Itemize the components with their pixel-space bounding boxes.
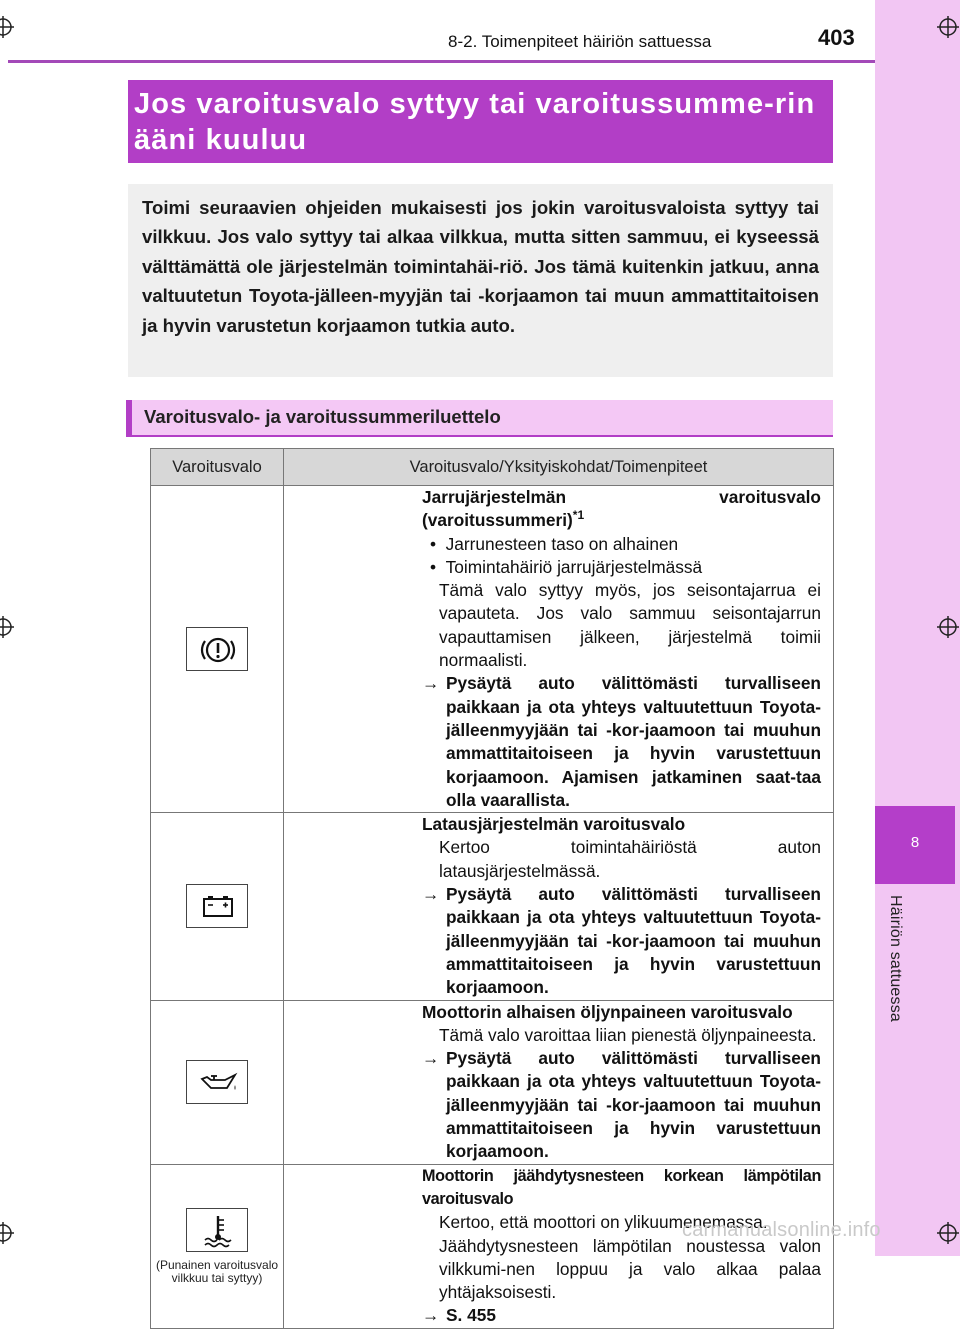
table-header-row (151, 449, 834, 486)
action-text: Pysäytä auto välittömästi turvalliseen paikkaan ja ota yhteys valtuutettuun Toyota-jälleenmyyjään tai -kor-jaamoon tai muuhun ammattitaitoiseen ja hyvin varustettuun korjaamoon. (446, 1048, 821, 1162)
bullet-text: Toimintahäiriö jarrujärjestelmässä (445, 556, 703, 577)
action-text: S. 455 (446, 1305, 496, 1326)
crop-mark-icon (937, 1222, 959, 1244)
action-instruction (422, 1047, 821, 1163)
warning-description: Jäähdytysnesteen lämpötilan noustessa valon vilkkumi-nen loppuu ja valo alkaa palaa yhtäjaksoisesti. (439, 1235, 821, 1303)
table-row (151, 486, 834, 813)
icon-note: (Punainen varoitusvalo vilkkuu tai syttyy) (155, 1258, 279, 1285)
page-title: Jos varoitusvalo syttyy tai varoitussumme-rin ääni kuuluu (134, 88, 816, 156)
description-cell (284, 1164, 834, 1328)
breadcrumb: 8-2. Toimenpiteet häiriön sattuessa (448, 32, 712, 51)
warning-title: Moottorin jäähdytysnesteen korkean lämpötilan varoitusvalo (422, 1166, 821, 1208)
warning-title: Latausjärjestelmän varoitusvalo (422, 814, 686, 835)
warning-description: Tämä valo syttyy myös, jos seisontajarrua ei vapauteta. Jos valo sammuu seisontajarrun vapauttamisen jälkeen, järjestelmä toimii normaalisti. (439, 580, 821, 671)
crop-mark-icon (937, 16, 959, 38)
bullet-text: Jarrunesteen taso on alhainen (445, 533, 679, 554)
action-text: Pysäytä auto välittömästi turvalliseen paikkaan ja ota yhteys valtuutettuun Toyota-jälleenmyyjään tai -kor-jaamoon tai muuhun ammattitaitoiseen ja hyvin varustettuun korjaamoon. Ajamisen jatkaminen saat-taa olla vaarallista. (446, 673, 821, 810)
brake-warning-icon (186, 627, 248, 671)
bullet-item: • Toimintahäiriö jarrujärjestelmässä (430, 556, 703, 577)
chapter-title: Häiriön sattuessa (887, 895, 904, 1023)
page-number: 403 (818, 25, 855, 50)
description-cell (284, 486, 834, 813)
arrow-icon: → (422, 673, 440, 694)
table-row (151, 1164, 834, 1328)
icon-cell (151, 1000, 284, 1164)
action-instruction[interactable] (422, 1304, 821, 1327)
description-cell (284, 813, 834, 1000)
footnote-marker: *1 (572, 508, 585, 523)
crop-mark-icon (0, 1222, 14, 1244)
table-row (151, 1000, 834, 1164)
arrow-icon: → (422, 1305, 440, 1326)
chapter-tab[interactable] (875, 806, 955, 884)
warning-title: Jarrujärjestelmän varoitusvalo (varoitussummeri)$^{*1}$ (422, 487, 821, 531)
title-banner (128, 80, 833, 163)
oil-pressure-icon (186, 1060, 248, 1104)
warning-light-table (150, 448, 834, 1329)
action-text: Pysäytä auto välittömästi turvalliseen paikkaan ja ota yhteys valtuutettuun Toyota-jälleenmyyjään tai -kor-jaamoon tai muuhun ammattitaitoiseen ja hyvin varustettuun korjaamoon. (446, 884, 821, 998)
crop-mark-icon (0, 616, 14, 638)
action-instruction (422, 883, 821, 999)
description-cell (284, 1000, 834, 1164)
watermark: carmanualsonline.info (682, 1219, 881, 1241)
crop-mark-icon (0, 16, 14, 38)
icon-cell (151, 486, 284, 813)
intro-box (128, 184, 833, 377)
table-row (151, 813, 834, 1000)
icon-cell (151, 813, 284, 1000)
warning-description: Tämä valo varoittaa liian pienestä öljynpaineesta. (439, 1024, 817, 1045)
battery-icon (186, 884, 248, 928)
section-heading-text: Varoitusvalo- ja varoitussummeriluettelo (144, 406, 501, 427)
icon-cell (151, 1164, 284, 1328)
header-divider (8, 60, 875, 63)
chapter-number: 8 (910, 834, 920, 851)
bullet-item: • Jarrunesteen taso on alhainen (430, 533, 679, 554)
coolant-temperature-icon (186, 1208, 248, 1252)
table-header-cell: Varoitusvalo/Yksityiskohdat/Toimenpiteet (284, 449, 834, 486)
action-instruction (422, 672, 821, 812)
crop-mark-icon (937, 616, 959, 638)
warning-title: Moottorin alhaisen öljynpaineen varoitusvalo (422, 1001, 793, 1022)
intro-text: Toimi seuraavien ohjeiden mukaisesti jos jokin varoitusvaloista syttyy tai vilkkuu. Jos valo syttyy tai alkaa vilkkua, mutta sitten sammuu, ei kyseessä välttämättä ole järjestelmän toimintahäi-riö. Jos tämä kuitenkin jatkuu, anna valtuutetun Toyota-jälleen-myyjän tai -korjaamon tai muun ammattitaitoisen ja hyvin varustetun korjaamon tutkia auto. (142, 197, 819, 336)
table-header-cell: Varoitusvalo (151, 449, 284, 486)
warning-description: Kertoo, että moottori on ylikuumenemassa. (439, 1212, 768, 1233)
warning-description: Kertoo toimintahäiriöstä auton latausjärjestelmässä. (439, 837, 821, 881)
section-heading (126, 400, 833, 437)
arrow-icon: → (422, 1048, 440, 1069)
arrow-icon: → (422, 884, 440, 905)
